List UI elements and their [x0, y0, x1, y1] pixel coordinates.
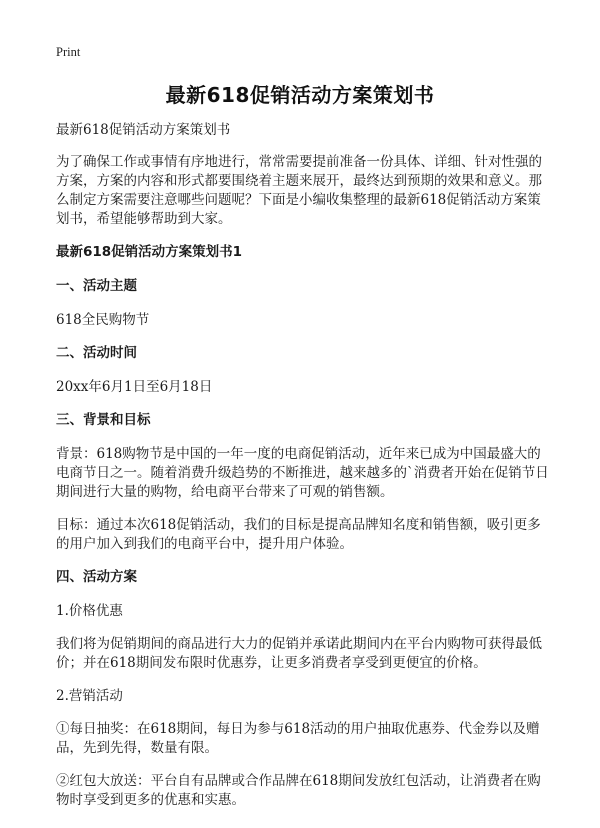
section-time-heading: 二、活动时间 [56, 345, 137, 361]
print-link[interactable]: Print [56, 45, 81, 59]
price-text: 我们将为促销期间的商品进行大力的促销并承诺此期间内在平台内购物可获得最低价；并在618期间发布限时优惠券，让更多消费者享受到更便宜的价格。 [56, 636, 542, 671]
section-goal-text: 目标：通过本次618促销活动，我们的目标是提高品牌知名度和销售额，吸引更多的用户加入到我们的电商平台中，提升用户体验。 [56, 517, 541, 552]
section-background-heading: 三、背景和目标 [56, 412, 151, 428]
document-body [56, 121, 552, 824]
document-subtitle: 最新618促销活动方案策划书 [56, 122, 231, 138]
section-time-text: 20xx年6月1日至6月18日 [56, 379, 213, 395]
part-heading: 最新618促销活动方案策划书1 [56, 244, 243, 260]
section-theme-heading: 一、活动主题 [56, 278, 137, 294]
section-theme-text: 618全民购物节 [56, 312, 150, 328]
redpacket-text: ②红包大放送：平台自有品牌或合作品牌在618期间发放红包活动，让消费者在购物时享受到更多的优惠和实惠。 [56, 773, 541, 808]
lottery-text: ①每日抽奖：在618期间，每日为参与618活动的用户抽取优惠券、代金券以及赠品，先到先得，数量有限。 [56, 721, 540, 756]
intro-paragraph: 为了确保工作或事情有序地进行，常常需要提前准备一份具体、详细、针对性强的方案，方案的内容和形式都要围绕着主题来展开，最终达到预期的效果和意义。那么制定方案需要注意哪些问题呢？下面是小编收集整理的最新618促销活动方案策划书，希望能够帮助到大家。 [56, 154, 542, 227]
page-title: 最新618促销活动方案策划书 [165, 83, 435, 107]
section-background-text: 背景：618购物节是中国的一年一度的电商促销活动，近年来已成为中国最盛大的电商节日之一。随着消费升级趋势的不断推进，越来越多的`消费者开始在促销节日期间进行大量的购物，给电商平台带来了可观的销售额。 [56, 446, 549, 500]
marketing-subheading: 2.营销活动 [56, 688, 123, 704]
section-plan-heading: 四、活动方案 [56, 569, 137, 585]
price-subheading: 1.价格优惠 [56, 603, 123, 619]
